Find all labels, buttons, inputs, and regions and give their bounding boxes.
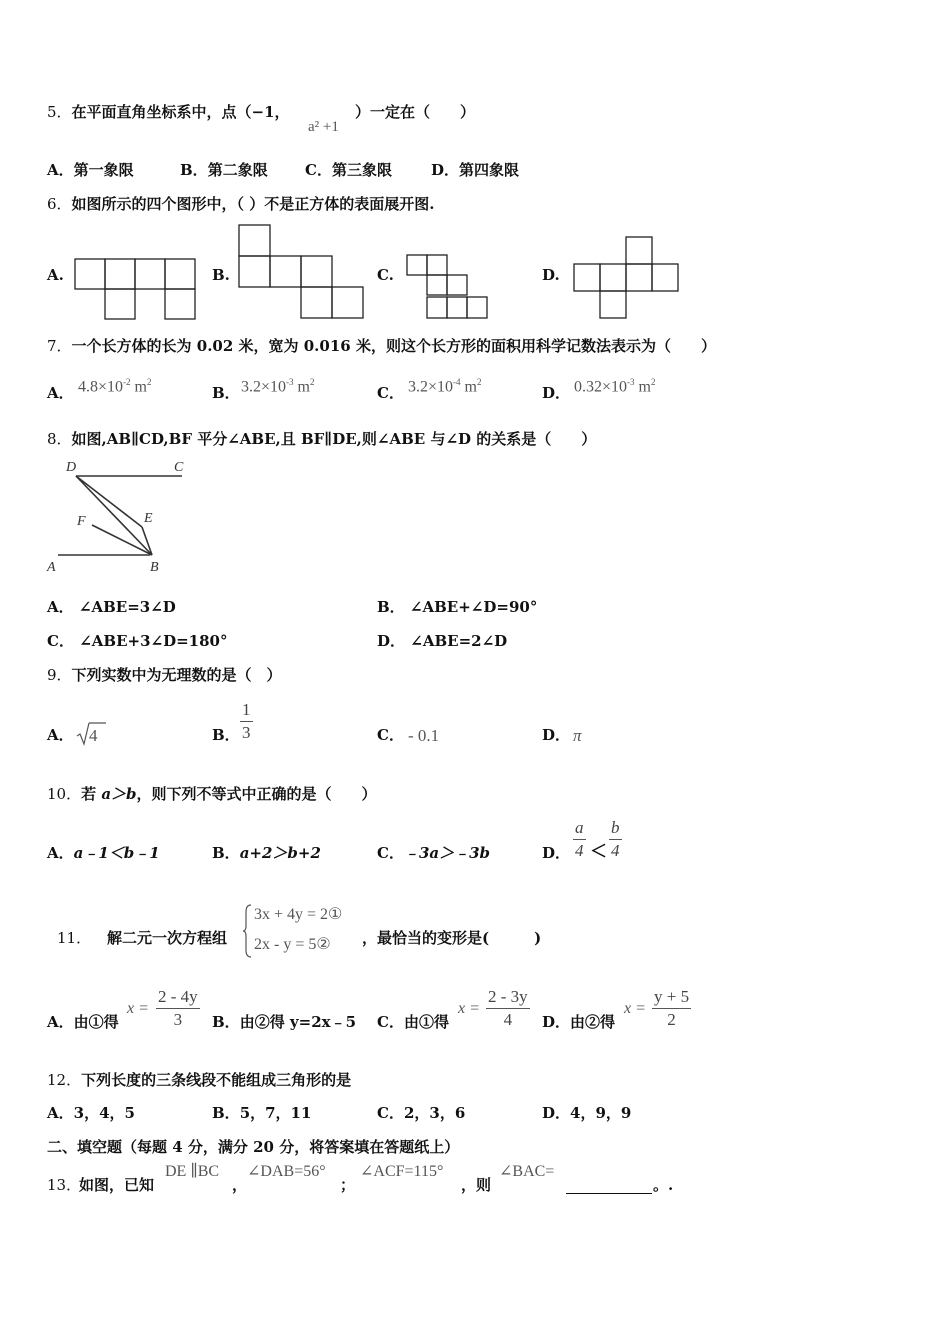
q10-option-a: A．a﹣1＜b﹣1: [47, 844, 160, 862]
q11-option-d: D．由②得: [542, 1013, 616, 1031]
label-b: B: [150, 560, 159, 575]
q13-math-4: ∠BAC=: [499, 1163, 555, 1180]
section-2-title: 二、填空题（每题 4 分，满分 20 分，将答案填在答题纸上）: [47, 1138, 460, 1156]
q9-stem: 9．下列实数中为无理数的是（ ）: [47, 666, 282, 684]
q10-option-d-less-than: ＜: [590, 842, 607, 862]
q11-equation-2: 2x - y = 5②: [254, 936, 331, 953]
q10-option-d-label: D．: [542, 844, 571, 862]
q7-option-d-value: $0.32\times 10^{-3}$ $m^2$: [574, 377, 656, 396]
q10-option-d-fraction-b: b 4: [611, 818, 620, 860]
q5-option-a: A．第一象限: [47, 161, 134, 179]
q9-option-d-label: D．: [542, 726, 571, 744]
q13-math-3: ∠ACF=115°: [360, 1163, 444, 1180]
line-db: [76, 476, 152, 555]
q7-option-d-label: D．: [542, 384, 571, 402]
q11-text-a: 解二元一次方程组: [107, 929, 228, 947]
brace-icon: [243, 904, 253, 958]
q13-text-a: 如图，已知: [79, 1176, 155, 1194]
q7-option-c-value: $3.2\times 10^{-4}$ $m^2$: [408, 377, 482, 396]
q13-answer-blank[interactable]: [566, 1176, 652, 1194]
q8-option-c: C． ∠ABE+3∠D=180°: [47, 632, 228, 650]
q9-option-d-value: π: [573, 726, 582, 745]
q9-option-c-value: - 0.1: [408, 726, 440, 745]
q8-stem: 8．如图,AB∥CD,BF 平分∠ABE,且 BF∥DE,则∠ABE 与∠D 的关系是（ ）: [47, 430, 597, 448]
q6-net-c: [406, 254, 488, 320]
q9-option-b-label: B．: [212, 726, 240, 744]
q6-stem: 6．如图所示的四个图形中，（ ）不是正方体的表面展开图.: [47, 195, 435, 213]
q6-net-d: [572, 236, 680, 320]
q7-option-a-label: A．: [47, 384, 74, 402]
label-d: D: [66, 460, 77, 475]
q10-option-d-fraction-a: a 4: [575, 818, 584, 860]
label-a: A: [47, 560, 56, 575]
q7-option-b-label: B．: [212, 384, 240, 402]
q5-text-a: 在平面直角坐标系中，点（−1，: [71, 103, 290, 121]
q9-option-b-fraction: [240, 700, 253, 743]
q6-label-d: D.: [542, 266, 560, 284]
q11-option-c-lhs: x =: [458, 1000, 480, 1017]
q11-option-a: A．由①得: [47, 1013, 119, 1031]
q10-option-b: B．a+2＞b+2: [212, 844, 321, 862]
q12-option-c: C．2，3，6: [377, 1104, 466, 1122]
q11-text-b: ，最恰当的变形是( ): [362, 929, 542, 947]
q6-label-a: A.: [47, 266, 64, 284]
q9-option-a-value: 4: [89, 726, 98, 745]
q8-option-a: A． ∠ABE=3∠D: [47, 598, 176, 616]
q13-sep-2: ；: [340, 1176, 356, 1194]
q5-option-c: C．第三象限: [305, 161, 392, 179]
q8-option-d: D． ∠ABE=2∠D: [377, 632, 508, 650]
q8-option-b: B． ∠ABE+∠D=90°: [377, 598, 538, 616]
q11-option-d-lhs: x =: [624, 1000, 646, 1017]
label-c: C: [174, 460, 184, 475]
q11-option-c-fraction: 2 - 3y 4: [488, 987, 528, 1029]
line-de: [76, 476, 142, 527]
q5-number: 5．: [47, 103, 72, 121]
q7-stem: 7．一个长方体的长为 0.02 米，宽为 0.016 米，则这个长方形的面积用科学记数法表示为（ ）: [47, 337, 716, 355]
q12-option-b: B．5，7，11: [212, 1104, 312, 1122]
q12-stem: 12．下列长度的三条线段不能组成三角形的是: [47, 1071, 352, 1089]
q7-option-a-value: $4.8\times 10^{-2}$ $m^2$: [78, 377, 152, 396]
q7-option-b-value: $3.2\times 10^{-3}$ $m^2$: [241, 377, 315, 396]
q10-stem: 10．若 a＞b，则下列不等式中正确的是（ ）: [47, 785, 377, 803]
q6-net-b: [238, 224, 366, 320]
q5-option-b: B．第二象限: [180, 161, 268, 179]
q11-equation-1: 3x + 4y = 2①: [254, 906, 343, 923]
q5-text-b: ）一定在（ ）: [355, 103, 476, 121]
numerator: 1: [242, 700, 251, 719]
q13-math-1: DE ∥BC: [165, 1163, 220, 1180]
q12-option-d: D．4，9，9: [542, 1104, 632, 1122]
q11-option-d-fraction: y + 5 2: [654, 987, 690, 1029]
q9-option-c-label: C．: [377, 726, 404, 744]
q11-option-a-fraction: 2 - 4y 3: [158, 987, 198, 1029]
q5-stem: [47, 103, 290, 121]
q13-text-c: 。.: [653, 1176, 674, 1194]
q13-text-b: ，则: [461, 1176, 492, 1194]
q6-label-c: C.: [377, 266, 394, 284]
label-e: E: [144, 511, 153, 526]
q13-number: 13．: [47, 1176, 82, 1194]
q7-option-c-label: C．: [377, 384, 404, 402]
q12-option-a: A．3，4，5: [47, 1104, 135, 1122]
q11-number: 11．: [57, 929, 92, 947]
q9-option-a-label: A．: [47, 726, 74, 744]
q10-option-c: C．﹣3a＞﹣3b: [377, 844, 491, 862]
q11-option-c: C．由①得: [377, 1013, 449, 1031]
q8-figure: [46, 455, 196, 580]
q11-option-b: B．由②得 y=2x﹣5: [212, 1013, 357, 1031]
sqrt-icon: [76, 722, 90, 746]
q13-math-2: ∠DAB=56°: [247, 1163, 326, 1180]
q5-expression: a² +1: [308, 119, 339, 135]
label-f: F: [77, 514, 86, 529]
q6-net-a: [74, 258, 196, 320]
q11-option-a-lhs: x =: [127, 1000, 149, 1017]
denominator: 3: [242, 723, 251, 742]
q5-option-d: D．第四象限: [431, 161, 520, 179]
q6-label-b: B.: [212, 266, 230, 284]
q13-sep-1: ，: [232, 1176, 248, 1194]
